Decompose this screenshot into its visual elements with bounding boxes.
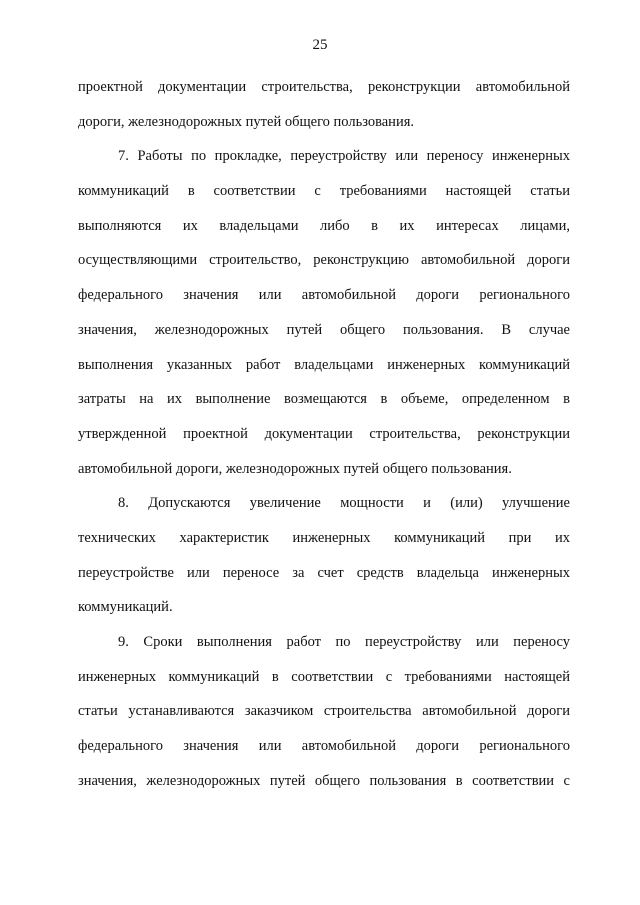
text-line: инженерных коммуникаций в соответствии с требованиями настоящей	[78, 668, 570, 685]
text-line: статьи устанавливаются заказчиком строительства автомобильной дороги	[78, 703, 570, 720]
text-line: проектной документации строительства, реконструкции автомобильной	[78, 79, 570, 95]
page-number: 25	[312, 37, 328, 53]
paragraph-item-8	[78, 486, 570, 625]
text-line: осуществляющими строительство, реконструкцию автомобильной дороги	[78, 252, 570, 269]
paragraph-continuation	[78, 70, 570, 139]
text-line: выполняются их владельцами либо в их интересах лицами,	[78, 217, 570, 234]
text-line: коммуникаций в соответствии с требованиями настоящей статьи	[78, 183, 570, 200]
text-line: 7. Работы по прокладке, переустройству или переносу инженерных	[118, 148, 570, 165]
text-line: переустройстве или переносе за счет средств владельца инженерных	[78, 564, 570, 581]
text-line: затраты на их выполнение возмещаются в объеме, определенном в	[78, 391, 570, 408]
text-line: 9. Сроки выполнения работ по переустройству или переносу	[118, 634, 570, 650]
text-line: значения, железнодорожных путей общего пользования. В случае	[78, 321, 570, 338]
paragraph-item-7	[78, 139, 570, 486]
text-line: 8. Допускаются увеличение мощности и (или) улучшение	[118, 495, 570, 512]
document-body	[78, 70, 570, 798]
text-line: автомобильной дороги, железнодорожных путей общего пользования.	[78, 460, 512, 477]
text-line: выполнения указанных работ владельцами инженерных коммуникаций	[78, 356, 570, 373]
text-line: дороги, железнодорожных путей общего пользования.	[78, 113, 414, 130]
text-line: коммуникаций.	[78, 599, 173, 616]
text-line: утвержденной проектной документации строительства, реконструкции	[78, 425, 570, 442]
text-line: федерального значения или автомобильной дороги регионального	[78, 287, 570, 304]
text-line: федерального значения или автомобильной дороги регионального	[78, 738, 570, 755]
paragraph-item-9	[78, 625, 570, 798]
text-line: значения, железнодорожных путей общего пользования в соответствии с	[78, 772, 570, 789]
text-line: технических характеристик инженерных коммуникаций при их	[78, 529, 570, 546]
